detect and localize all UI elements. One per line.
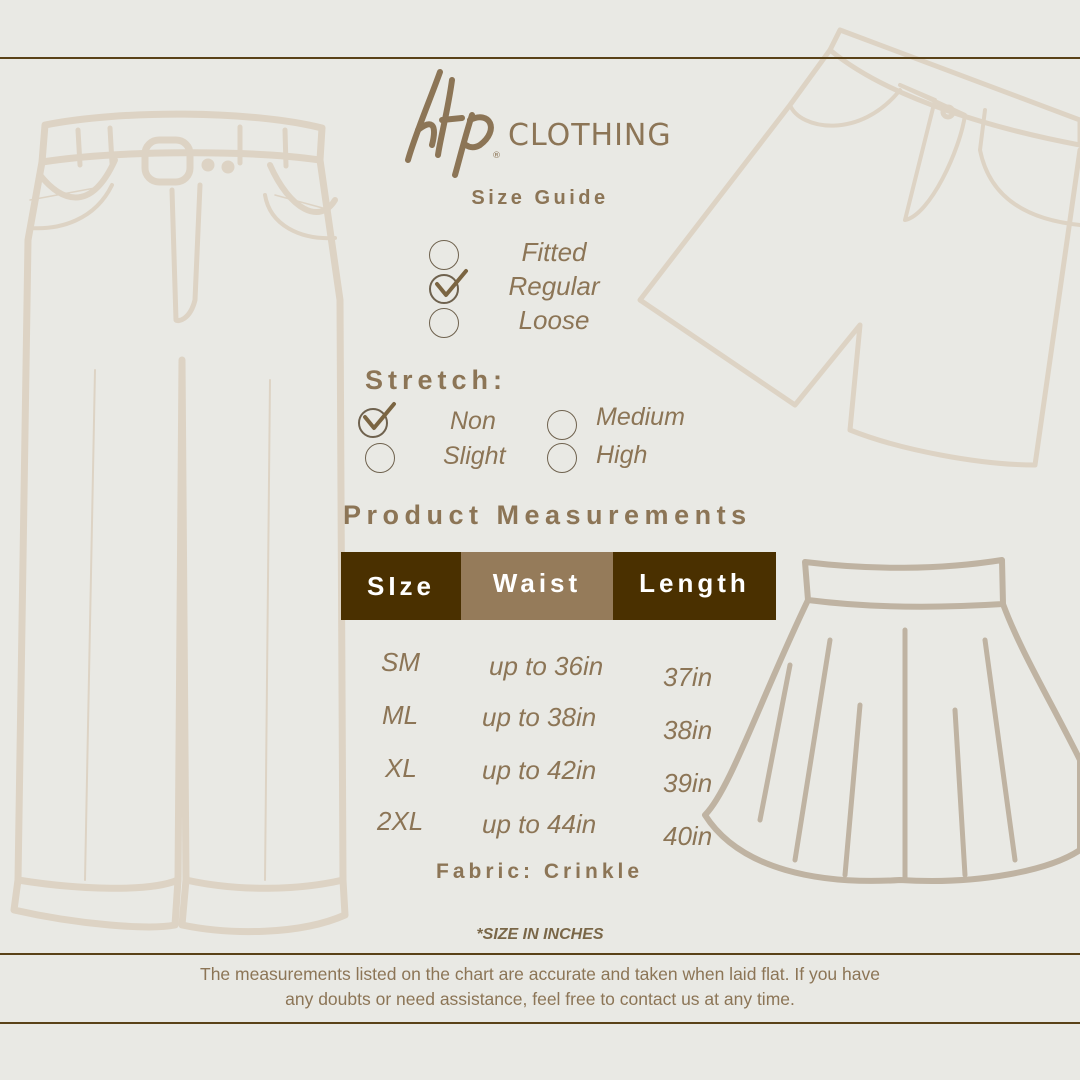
size-unit-note: *SIZE IN INCHES [476,926,604,943]
product-measurements-title: Product Measurements [343,500,752,530]
table-header-size: SIze [341,552,461,620]
table-cell-waist: up to 36in [489,651,604,681]
stretch-high-checkbox[interactable] [547,443,577,473]
table-header-waist: Waist [461,552,613,620]
footer-bottom-rule [0,1022,1080,1024]
size-guide-title: Size Guide [471,187,609,209]
table-cell-size: ML [382,700,419,730]
fabric-label: Fabric: Crinkle [436,860,644,883]
stretch-label-high: High [596,441,648,469]
checkmark-icon [360,401,398,435]
stretch-label-slight: Slight [443,442,506,470]
pants-sketch-icon [14,114,345,931]
stretch-slight-checkbox[interactable] [365,443,395,473]
top-rule [0,57,1080,59]
fit-fitted-checkbox[interactable] [429,240,459,270]
footer-line-2: any doubts or need assistance, feel free to contact us at any time. [285,989,795,1009]
footer-disclaimer [140,962,940,1012]
fit-label-loose: Loose [518,305,590,335]
table-cell-size: XL [385,753,417,783]
table-cell-size: 2XL [377,806,424,836]
table-cell-length: 39in [663,768,713,798]
checkmark-icon [432,268,470,302]
table-cell-waist: up to 38in [482,702,597,732]
fit-loose-checkbox[interactable] [429,308,459,338]
brand-logo-icon [400,60,510,180]
shorts-sketch-icon [640,30,1080,465]
fit-label-fitted: Fitted [521,237,587,267]
stretch-title: Stretch: [365,365,508,395]
footer-top-rule [0,953,1080,955]
table-cell-waist: up to 42in [482,755,597,785]
table-header-length: Length [613,552,776,620]
stretch-medium-checkbox[interactable] [547,410,577,440]
registered-mark: ® [492,151,501,161]
footer-line-1: The measurements listed on the chart are accurate and taken when laid flat. If you have [200,964,880,984]
table-cell-length: 38in [663,715,713,745]
stretch-label-non: Non [450,407,496,435]
table-cell-waist: up to 44in [482,809,597,839]
fit-label-regular: Regular [508,271,600,301]
table-cell-length: 37in [663,662,713,692]
stretch-label-medium: Medium [596,403,685,431]
table-cell-size: SM [381,647,420,677]
brand-name: CLOTHING [508,118,672,153]
table-cell-length: 40in [663,821,713,851]
